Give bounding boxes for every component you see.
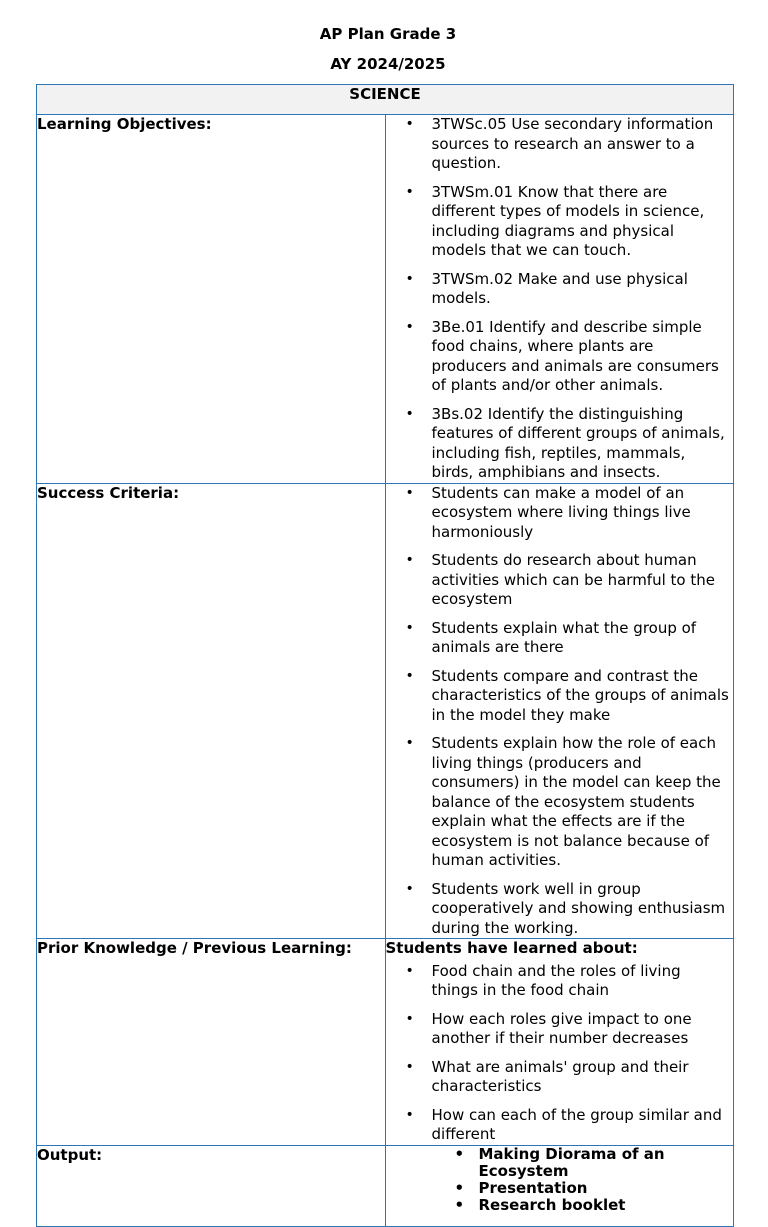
success-criteria-row [37,483,734,939]
list-item: • Presentation [386,1180,734,1197]
lesson-plan-table [36,84,734,1227]
prior-knowledge-content [385,939,734,1146]
learning-objectives-list [386,115,734,483]
list-item: • Students explain how the role of each living things (producers and consumers) in the model can keep the balance of the ecosystem students explain what the effects are if the ecosystem is not balance because of human activities. [386,734,734,871]
learning-objectives-row [37,115,734,484]
prior-knowledge-list [386,962,734,1145]
list-item: • 3TWSc.05 Use secondary information sources to research an answer to a question. [386,115,734,174]
list-item: • 3Be.01 Identify and describe simple food chains, where plants are producers and animals are consumers of plants and/or other animals. [386,318,734,396]
learning-objectives-label: Learning Objectives: [37,115,386,484]
prior-knowledge-row [37,939,734,1146]
list-item: • Students do research about human activities which can be harmful to the ecosystem [386,551,734,610]
list-item: • Research booklet [386,1197,734,1214]
success-criteria-content [385,483,734,939]
list-item: • Food chain and the roles of living things in the food chain [386,962,734,1001]
document-title: AP Plan Grade 3 [319,25,457,43]
list-item: • 3Bs.02 Identify the distinguishing features of different groups of animals, including fish, reptiles, mammals, birds, amphibians and insects. [386,405,734,483]
list-item: • Students explain what the group of animals are there [386,619,734,658]
list-item: • What are animals' group and their characteristics [386,1058,734,1097]
prior-knowledge-label: Prior Knowledge / Previous Learning: [37,939,386,1146]
prior-knowledge-lead: Students have learned about: [385,939,638,957]
list-item: • Students work well in group cooperatively and showing enthusiasm during the working. [386,880,734,939]
subject-header: SCIENCE [37,85,734,115]
list-item: • Students can make a model of an ecosystem where living things live harmoniously [386,484,734,543]
list-item: • 3TWSm.01 Know that there are different types of models in science, including diagrams and physical models that we can touch. [386,183,734,261]
output-list [386,1146,734,1214]
output-content [385,1145,734,1226]
output-label: Output: [37,1145,386,1226]
list-item: • Making Diorama of an Ecosystem [386,1146,734,1180]
list-item: • How each roles give impact to one another if their number decreases [386,1010,734,1049]
success-criteria-list [386,484,734,939]
academic-year: AY 2024/2025 [330,55,446,73]
output-row [37,1145,734,1226]
list-item: • 3TWSm.02 Make and use physical models. [386,270,734,309]
success-criteria-label: Success Criteria: [37,483,386,939]
learning-objectives-content [385,115,734,484]
subject-row [37,85,734,115]
list-item: • How can each of the group similar and different [386,1106,734,1145]
list-item: • Students compare and contrast the characteristics of the groups of animals in the model they make [386,667,734,726]
